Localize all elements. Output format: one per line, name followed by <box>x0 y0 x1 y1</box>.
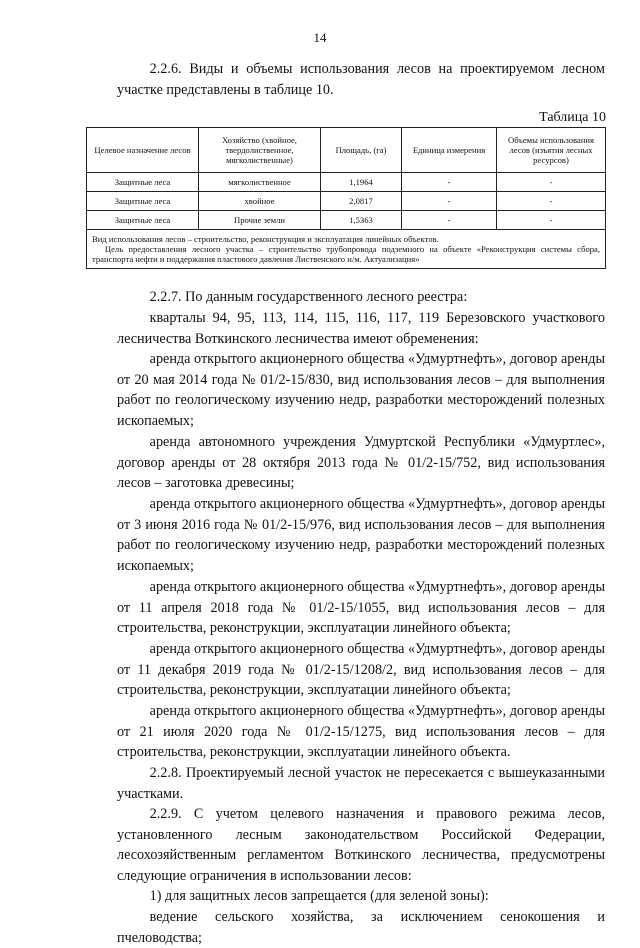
table-cell: - <box>497 192 606 211</box>
section-2-2-8: 2.2.8. Проектируемый лесной участок не пересекается с вышеуказанными участками. <box>117 765 605 802</box>
table-header-cell: Единица измерения <box>402 128 497 173</box>
table-header-cell: Площадь, (га) <box>321 128 402 173</box>
table-row <box>87 211 606 230</box>
table-cell: - <box>497 173 606 192</box>
table-cell: 2,0817 <box>321 192 402 211</box>
encumbrance-item: аренда открытого акционерного общества «Удмуртнефть», договор аренды от 11 апреля 2018 года № 01/2-15/1055, вид использования лесов – для строительства, реконструкции, эксплуатации линейного объекта; <box>117 579 605 637</box>
table-cell: - <box>402 173 497 192</box>
table-cell: Защитные леса <box>87 192 199 211</box>
table-row <box>87 192 606 211</box>
table-cell: Прочие земли <box>199 211 321 230</box>
table-row <box>87 173 606 192</box>
table-note-row <box>87 230 606 269</box>
table-caption: Таблица 10 <box>539 110 606 125</box>
encumbrance-item: аренда открытого акционерного общества «Удмуртнефть», договор аренды от 11 декабря 2019 года № 01/2-15/1208/2, вид использования лесов – для строительства, реконструкции, эксплуатации линейного объекта; <box>117 641 605 699</box>
table-cell: 1,5363 <box>321 211 402 230</box>
section-2-2-7-title: 2.2.7. По данным государственного лесного реестра: <box>149 289 468 305</box>
table-10 <box>86 127 606 269</box>
table-cell: Защитные леса <box>87 173 199 192</box>
table-header-cell: Объемы использования лесов (изъятия лесных ресурсов) <box>497 128 606 173</box>
table-cell: Защитные леса <box>87 211 199 230</box>
table-note <box>87 230 606 269</box>
encumbrance-item: аренда открытого акционерного общества «Удмуртнефть», договор аренды от 21 июля 2020 года № 01/2-15/1275, вид использования лесов – для строительства, реконструкции, эксплуатации линейного объекта. <box>117 703 605 761</box>
restriction-item: ведение сельского хозяйства, за исключением сенокошения и пчеловодства; <box>117 909 605 946</box>
section-2-2-6: 2.2.6. Виды и объемы использования лесов на проектируемом лесном участке представлены в таблице 10. <box>117 61 605 98</box>
table-header-cell: Целевое назначение лесов <box>87 128 199 173</box>
table-cell: мягколиственное <box>199 173 321 192</box>
table-cell: - <box>402 192 497 211</box>
table-header-cell: Хозяйство (хвойное, твердолиственное, мягколиственные) <box>199 128 321 173</box>
table-cell: хвойное <box>199 192 321 211</box>
section-2-2-7-intro: кварталы 94, 95, 113, 114, 115, 116, 117, 119 Березовского участкового лесничества Воткинского лесничества имеют обременения: <box>117 310 605 347</box>
encumbrance-item: аренда автономного учреждения Удмуртской Республики «Удмуртлес», договор аренды от 28 октября 2013 года № 01/2-15/752, вид использования лесов – заготовка древесины; <box>117 434 605 492</box>
encumbrance-item: аренда открытого акционерного общества «Удмуртнефть», договор аренды от 20 мая 2014 года № 01/2-15/830, вид использования лесов – для выполнения работ по геологическому изучению недр, разработки месторождений полезных ископаемых; <box>117 351 605 429</box>
encumbrance-item: аренда открытого акционерного общества «Удмуртнефть», договор аренды от 3 июня 2016 года № 01/2-15/976, вид использования лесов – для выполнения работ по геологическому изучению недр, разработки месторождений полезных ископаемых; <box>117 496 605 574</box>
table-cell: - <box>497 211 606 230</box>
table-cell: - <box>402 211 497 230</box>
note-use-type: Вид использования лесов – строительство, реконструкция и эксплуатация линейных объектов. <box>92 234 439 244</box>
table-cell: 1,1964 <box>321 173 402 192</box>
note-purpose: Цель предоставления лесного участка – строительство трубопровода подземного на объекте «Реконструкция системы сбора, транспорта нефти и поддержания пластового давления Лиственского н/м. Актуализация» <box>92 244 600 264</box>
section-2-2-9: 2.2.9. С учетом целевого назначения и правового режима лесов, установленного лесным законодательством Российской Федерации, лесохозяйственным регламентом Воткинского лесничества, предусмотрены следующие ограничения в использовании лесов: <box>117 806 605 884</box>
table-header-row <box>87 128 606 173</box>
page-number: 14 <box>313 30 327 45</box>
restriction-title: 1) для защитных лесов запрещается (для зеленой зоны): <box>149 888 489 904</box>
